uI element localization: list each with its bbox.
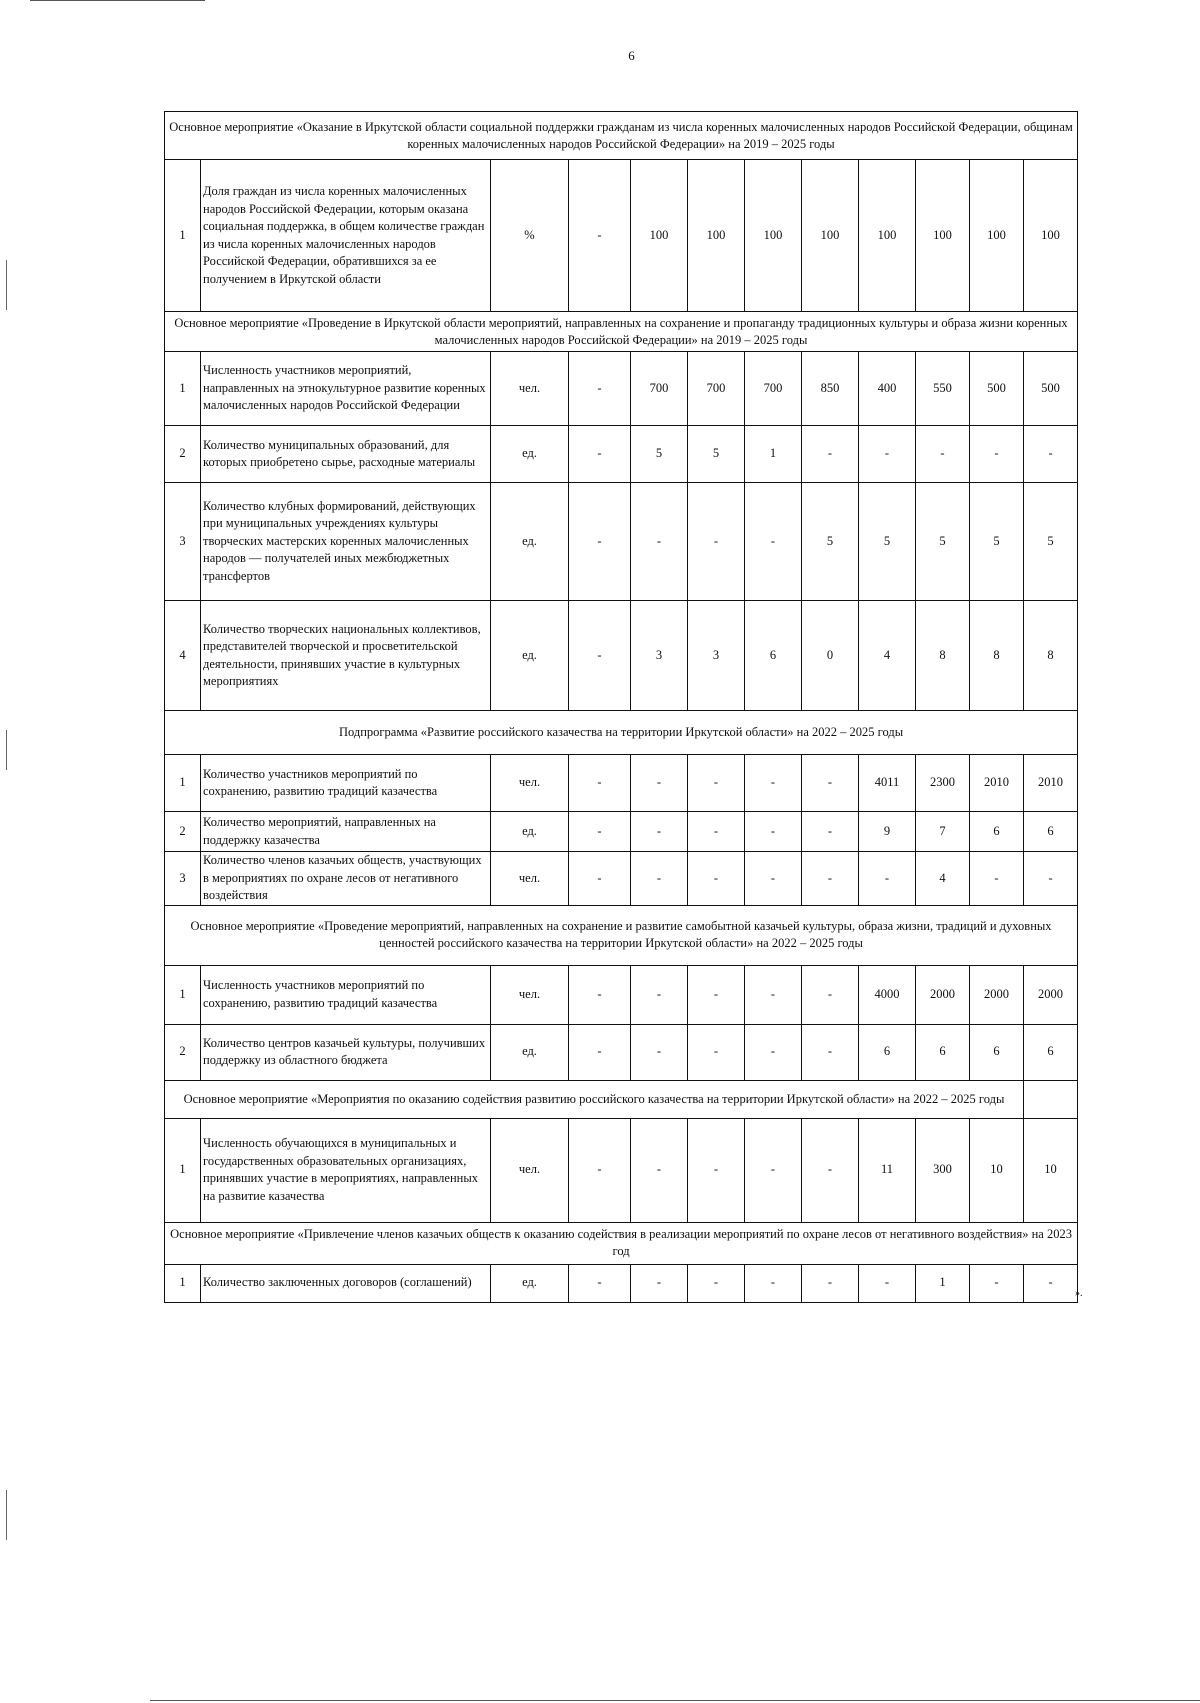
indicator-name: Доля граждан из числа коренных малочисленных народов Российской Федерации, которым оказана социальная поддержка, в общем количестве граждан из числа коренных малочисленных народов Российской Федерации, обратившихся за ее получением в Иркутской области [201, 160, 491, 312]
unit-cell: % [491, 160, 569, 312]
value-cell: 2010 [1024, 755, 1078, 812]
unit-cell: чел. [491, 755, 569, 812]
section-header-row [165, 312, 1078, 352]
value-cell: - [688, 483, 745, 601]
value-cell: 6 [745, 601, 802, 711]
value-cell: - [688, 1264, 745, 1302]
value-cell: - [1024, 426, 1078, 483]
value-cell: - [688, 1118, 745, 1222]
value-cell: 3 [631, 601, 688, 711]
indicator-name: Количество клубных формирований, действующих при муниципальных учреждениях культуры творческих мастерских коренных малочисленных народов — получателей иных межбюджетных трансфертов [201, 483, 491, 601]
value-cell: - [569, 601, 631, 711]
indicator-name: Количество творческих национальных коллективов, представителей творческой и просветительской деятельности, принявших участие в культурных мероприятиях [201, 601, 491, 711]
unit-cell: чел. [491, 852, 569, 906]
row-number: 4 [165, 601, 201, 711]
value-cell: - [569, 812, 631, 852]
value-cell: 8 [916, 601, 970, 711]
scan-bottom-line [150, 1700, 1200, 1701]
value-cell: - [1024, 1264, 1078, 1302]
value-cell: 4 [916, 852, 970, 906]
indicator-row [165, 160, 1078, 312]
subprogram-title: Подпрограмма «Развитие российского казачества на территории Иркутской области» на 2022 – 2025 годы [165, 711, 1078, 755]
row-number: 1 [165, 1118, 201, 1222]
value-cell: - [859, 426, 916, 483]
value-cell: 6 [1024, 812, 1078, 852]
indicator-name: Количество мероприятий, направленных на поддержку казачества [201, 812, 491, 852]
indicator-row [165, 1024, 1078, 1080]
row-number: 3 [165, 483, 201, 601]
value-cell: - [631, 483, 688, 601]
value-cell: - [569, 755, 631, 812]
scan-left-mark [6, 260, 7, 310]
indicator-name: Количество заключенных договоров (соглашений) [201, 1264, 491, 1302]
value-cell: 6 [970, 1024, 1024, 1080]
value-cell: - [916, 426, 970, 483]
indicator-row [165, 852, 1078, 906]
empty-cell [1024, 1080, 1078, 1118]
row-number: 1 [165, 160, 201, 312]
value-cell: - [631, 852, 688, 906]
value-cell: 0 [802, 601, 859, 711]
value-cell: 5 [802, 483, 859, 601]
section-title: Основное мероприятие «Оказание в Иркутской области социальной поддержки гражданам из числа коренных малочисленных народов Российской Федерации, общинам коренных малочисленных народов Российской Федерации» на 2019 – 2025 годы [165, 112, 1078, 160]
value-cell: 6 [970, 812, 1024, 852]
unit-cell: чел. [491, 352, 569, 426]
section-title: Основное мероприятие «Мероприятия по оказанию содействия развитию российского казачества на территории Иркутской области» на 2022 – 2025 годы [165, 1080, 1024, 1118]
value-cell: - [688, 965, 745, 1024]
value-cell: - [745, 1118, 802, 1222]
value-cell: 400 [859, 352, 916, 426]
value-cell: - [688, 1024, 745, 1080]
value-cell: - [569, 426, 631, 483]
indicator-row [165, 601, 1078, 711]
closing-quote-mark: ». [1075, 1288, 1083, 1299]
value-cell: 850 [802, 352, 859, 426]
value-cell: - [802, 1264, 859, 1302]
value-cell: 100 [688, 160, 745, 312]
indicator-row [165, 426, 1078, 483]
value-cell: 100 [631, 160, 688, 312]
value-cell: 2010 [970, 755, 1024, 812]
value-cell: 8 [1024, 601, 1078, 711]
value-cell: 4000 [859, 965, 916, 1024]
indicator-row [165, 1264, 1078, 1302]
value-cell: - [802, 965, 859, 1024]
value-cell: 100 [859, 160, 916, 312]
value-cell: - [970, 1264, 1024, 1302]
value-cell: 5 [859, 483, 916, 601]
unit-cell: чел. [491, 1118, 569, 1222]
value-cell: 8 [970, 601, 1024, 711]
page-number: 6 [628, 48, 635, 63]
indicator-row [165, 812, 1078, 852]
value-cell: 5 [1024, 483, 1078, 601]
value-cell: 500 [970, 352, 1024, 426]
value-cell: - [688, 755, 745, 812]
value-cell: 6 [859, 1024, 916, 1080]
value-cell: - [569, 483, 631, 601]
value-cell: 1 [916, 1264, 970, 1302]
value-cell: - [569, 352, 631, 426]
indicator-name: Количество участников мероприятий по сохранению, развитию традиций казачества [201, 755, 491, 812]
row-number: 2 [165, 1024, 201, 1080]
unit-cell: ед. [491, 812, 569, 852]
indicator-row [165, 483, 1078, 601]
value-cell: 700 [745, 352, 802, 426]
unit-cell: ед. [491, 426, 569, 483]
indicator-row [165, 352, 1078, 426]
unit-cell: ед. [491, 1264, 569, 1302]
row-number: 1 [165, 755, 201, 812]
value-cell: 700 [688, 352, 745, 426]
indicator-name: Численность участников мероприятий, направленных на этнокультурное развитие коренных малочисленных народов Российской Федерации [201, 352, 491, 426]
unit-cell: ед. [491, 601, 569, 711]
value-cell: - [970, 426, 1024, 483]
value-cell: 100 [745, 160, 802, 312]
value-cell: - [745, 852, 802, 906]
value-cell: - [631, 812, 688, 852]
section-title: Основное мероприятие «Привлечение членов казачьих обществ к оказанию содействия в реализации мероприятий по охране лесов от негативного воздействия» на 2023 год [165, 1222, 1078, 1264]
value-cell: - [859, 1264, 916, 1302]
value-cell: 100 [970, 160, 1024, 312]
row-number: 1 [165, 965, 201, 1024]
value-cell: - [745, 812, 802, 852]
value-cell: - [745, 965, 802, 1024]
value-cell: - [631, 1118, 688, 1222]
value-cell: 100 [802, 160, 859, 312]
value-cell: - [970, 852, 1024, 906]
row-number: 1 [165, 352, 201, 426]
section-title: Основное мероприятие «Проведение мероприятий, направленных на сохранение и развитие самобытной казачьей культуры, образа жизни, традиций и духовных ценностей российского казачества на территории Иркутской области» на 2022 – 2025 годы [165, 905, 1078, 965]
value-cell: 10 [1024, 1118, 1078, 1222]
value-cell: - [802, 852, 859, 906]
row-number: 3 [165, 852, 201, 906]
indicator-row [165, 965, 1078, 1024]
value-cell: 5 [916, 483, 970, 601]
value-cell: 10 [970, 1118, 1024, 1222]
value-cell: 7 [916, 812, 970, 852]
scan-left-mark [6, 1490, 7, 1540]
row-number: 2 [165, 426, 201, 483]
row-number: 2 [165, 812, 201, 852]
value-cell: 9 [859, 812, 916, 852]
unit-cell: ед. [491, 1024, 569, 1080]
section-header-row [165, 905, 1078, 965]
value-cell: - [802, 1118, 859, 1222]
value-cell: - [802, 1024, 859, 1080]
value-cell: 6 [1024, 1024, 1078, 1080]
section-header-row [165, 112, 1078, 160]
value-cell: 6 [916, 1024, 970, 1080]
value-cell: - [745, 755, 802, 812]
value-cell: - [569, 965, 631, 1024]
section-header-row [165, 1080, 1078, 1118]
value-cell: - [688, 812, 745, 852]
value-cell: 100 [1024, 160, 1078, 312]
indicator-name: Количество муниципальных образований, для которых приобретено сырье, расходные материалы [201, 426, 491, 483]
unit-cell: чел. [491, 965, 569, 1024]
indicator-name: Численность участников мероприятий по сохранению, развитию традиций казачества [201, 965, 491, 1024]
value-cell: 5 [970, 483, 1024, 601]
scan-top-line [30, 0, 205, 1]
value-cell: 11 [859, 1118, 916, 1222]
value-cell: 700 [631, 352, 688, 426]
unit-cell: ед. [491, 483, 569, 601]
value-cell: 3 [688, 601, 745, 711]
value-cell: 550 [916, 352, 970, 426]
value-cell: - [688, 852, 745, 906]
indicator-name: Численность обучающихся в муниципальных и государственных образовательных организациях, принявших участие в мероприятиях, направленных на развитие казачества [201, 1118, 491, 1222]
value-cell: - [745, 483, 802, 601]
value-cell: - [1024, 852, 1078, 906]
value-cell: 4011 [859, 755, 916, 812]
value-cell: - [802, 812, 859, 852]
section-title: Основное мероприятие «Проведение в Иркутской области мероприятий, направленных на сохранение и пропаганду традиционных культуры и образа жизни коренных малочисленных народов Российской Федерации» на 2019 – 2025 годы [165, 312, 1078, 352]
value-cell: - [569, 1024, 631, 1080]
value-cell: 2000 [1024, 965, 1078, 1024]
value-cell: - [569, 160, 631, 312]
value-cell: 500 [1024, 352, 1078, 426]
section-header-row [165, 1222, 1078, 1264]
value-cell: 2000 [970, 965, 1024, 1024]
indicator-name: Количество членов казачьих обществ, участвующих в мероприятиях по охране лесов от негативного воздействия [201, 852, 491, 906]
value-cell: - [631, 1024, 688, 1080]
value-cell: - [802, 426, 859, 483]
value-cell: 4 [859, 601, 916, 711]
value-cell: 2000 [916, 965, 970, 1024]
value-cell: 100 [916, 160, 970, 312]
value-cell: 1 [745, 426, 802, 483]
value-cell: - [859, 852, 916, 906]
indicator-row [165, 1118, 1078, 1222]
value-cell: - [569, 1264, 631, 1302]
value-cell: - [569, 1118, 631, 1222]
scan-left-mark [6, 730, 7, 770]
indicators-table [164, 111, 1078, 1303]
value-cell: - [569, 852, 631, 906]
value-cell: 2300 [916, 755, 970, 812]
indicator-row [165, 755, 1078, 812]
value-cell: 5 [631, 426, 688, 483]
value-cell: - [802, 755, 859, 812]
value-cell: - [745, 1024, 802, 1080]
value-cell: - [631, 1264, 688, 1302]
section-header-row [165, 711, 1078, 755]
value-cell: - [745, 1264, 802, 1302]
row-number: 1 [165, 1264, 201, 1302]
value-cell: - [631, 755, 688, 812]
indicator-name: Количество центров казачьей культуры, получивших поддержку из областного бюджета [201, 1024, 491, 1080]
value-cell: - [631, 965, 688, 1024]
value-cell: 300 [916, 1118, 970, 1222]
value-cell: 5 [688, 426, 745, 483]
